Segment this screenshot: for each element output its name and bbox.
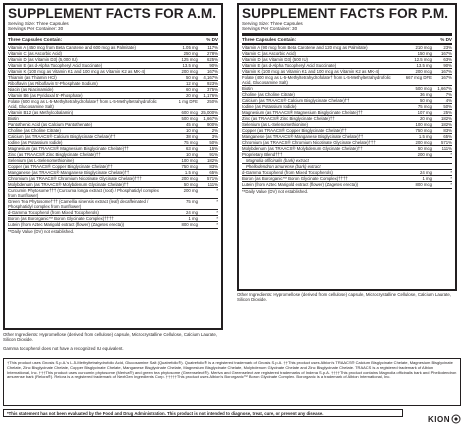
pm-ingredient-name: Magnolia officinalis (bark) extract [246, 158, 309, 164]
am-ingredient-amount: 20 mg [186, 93, 198, 99]
am-ingredient-amount: 12 mg [186, 81, 198, 87]
am-ingredient-name: Niacin (as Niacinamide) [8, 87, 54, 93]
pm-ingredient-row [242, 133, 452, 139]
am-ingredient-dv: 1,667% [203, 116, 218, 122]
am-ingredient-list [8, 44, 218, 227]
am-ingredient-name: Lutein (from Aztec Marigold extract (flower) (Zagetes erecta)) [8, 222, 125, 228]
pm-ingredient-name: Molybdenum (as TRAACS® Molybdenum Glycinate Chelate)†† [242, 146, 363, 152]
pm-ingredient-row [242, 151, 452, 157]
am-ingredient-row [8, 80, 218, 86]
am-ingredient-name: Magnesium (as TRAACS® Magnesium Bisglycinate Chelate)†† [8, 146, 129, 152]
am-ingredient-row [8, 163, 218, 169]
am-ingredient-dv: 167% [207, 69, 218, 75]
am-ingredient-row [8, 139, 218, 145]
am-ingredient-amount: 24 mg [186, 210, 198, 216]
am-ingredient-dv: 83% [209, 164, 218, 170]
am-ingredient-row [8, 133, 218, 139]
pm-header-dv: % DV [440, 36, 452, 42]
pm-ingredient-amount: 36 mg [420, 92, 432, 98]
pm-other-ingredients: Other Ingredients: Hypromellose (derived from cellulose) capsule, Microcrystalline Cellulose, Calcium Laurate, Silicon Dioxide. [237, 292, 452, 303]
pm-ingredient-name: Phellodendron amurense (bark) extract [246, 164, 321, 170]
am-ingredient-name: Copper (as TRAACS® Copper Bisglycinate Chelate)†† [8, 164, 113, 170]
am-ingredient-dv: 375% [207, 87, 218, 93]
fda-disclaimer: *This statement has not been evaluated by the Food and Drug Administration. This product is not intended to diagnose, treat, cure, or prevent any disease. [3, 409, 403, 417]
pm-ingredient-name: Vitamin A (90 mcg from Beta Carotene and 120 mcg as Palmitate) [242, 45, 368, 51]
am-ingredient-row [8, 127, 218, 133]
am-ingredient-dv: * [216, 216, 218, 222]
logo-mark-icon [451, 414, 461, 424]
am-ingredient-amount: 75 mg [186, 199, 198, 205]
am-ingredient-name: Thiamin (as Thiamin HCl) [8, 75, 57, 81]
pm-ingredient-dv: * [450, 176, 452, 182]
pm-ingredient-name: Vitamin D (as Vitamin D3) (500 IU) [242, 57, 308, 63]
am-ingredient-amount: 60 mg [186, 87, 198, 93]
am-title: SUPPLEMENT FACTS FOR A.M. [8, 6, 217, 21]
pm-ingredient-amount: 20 mg [420, 116, 432, 122]
am-ingredient-name: Curcumin Phytosome††† (Curcuma longa extract (root) / Phosphatidyl complex from Sunflower) [8, 188, 159, 199]
pm-ingredient-row [242, 145, 452, 151]
am-ingredient-dv: 182% [207, 158, 218, 164]
pm-ingredient-amount: 200 mcg [415, 69, 432, 75]
kion-logo [428, 414, 461, 424]
pm-table-header [242, 37, 452, 43]
am-ingredient-name: Pantothenic Acid (as Calcium Pantothenate) [8, 122, 93, 128]
pm-ingredient-dv: 25% [443, 110, 452, 116]
am-ingredient-row [8, 115, 218, 121]
am-ingredient-dv: 50% [209, 140, 218, 146]
am-servings-per-container: Servings Per Container: 30 [8, 26, 64, 32]
pm-ingredient-name: Calcium (as TRAACS® Calcium Bisglycinate Chelate)†† [242, 98, 350, 104]
am-ingredient-dv: 15% [209, 146, 218, 152]
pm-ingredient-dv: 23% [443, 45, 452, 51]
am-ingredient-amount: 600 mcg [181, 110, 198, 116]
pm-ingredient-row [242, 169, 452, 175]
pm-ingredient-dv: 4% [445, 98, 452, 104]
pm-ingredient-row [242, 50, 452, 56]
pm-ingredient-dv: 571% [441, 140, 452, 146]
am-ingredient-dv: 25,000% [201, 110, 218, 116]
am-ingredient-row [8, 121, 218, 127]
am-ingredient-name: Vitamin A (450 mcg from Beta Carotene and 600 mcg as Palmitate) [8, 45, 136, 51]
pm-ingredient-name: Proprietary Blend††† [242, 152, 283, 158]
am-ingredient-amount: 200 mcg [181, 69, 198, 75]
trademark-notice: †This product uses Gnosis S.p.A.'s L-5-Methyltetrahydrofolic Acid, Glucosamine Salt (Quatrefolic®). Quatrefolic® is a registered trademark of Gnosis S.p.A. ††This product uses Albion's TRAACS® Calcium Bisglycinate Chelate, Magnesium Bisglycinate Chelate, Zinc Bisglycinate Chelate, Copper Bisglycinate Chelate, Manganese Bisglycinate Chelate, Magnesium Bisglycinate Chelate, Molybdenum Glycinate Chelate and Zinc Bisglycinate Chelate. TRAACS is a registered trademark of Albion International, Inc. †††This product uses curcumin phytosome (Meriva®) and green tea phytosome (Greenselect®). Meriva and Greenselect are registered trademarks of Indena S.p.A. ††††This product contains Magnolia officinalis bark and Phellodendron amurense bark (Relora®). Relora is a registered trademark of NextGen Ingredients Corp. †††††This product uses Albion's Bororganic™ Boron Glycinate Complex. Bororganic is a trademark of Albion International, Inc. [3, 358, 461, 406]
am-ingredient-name: Chromium (as TRAACS® Chromium Nicotinate Glycinate Chelate)††† [8, 176, 142, 182]
pm-ingredient-row [242, 175, 452, 181]
am-supplement-facts-panel [3, 3, 223, 330]
am-ingredient-amount: 1 mg DFE [178, 99, 198, 105]
am-ingredient-row [8, 157, 218, 163]
pm-ingredient-name: Zinc (as TRAACS® Zinc Bisglycinate Chelate)†† [242, 116, 335, 122]
pm-ingredient-dv: 182% [441, 116, 452, 122]
pm-ingredient-amount: 500 mcg [415, 86, 432, 92]
am-ingredient-row [8, 169, 218, 175]
am-ingredient-row [8, 187, 218, 198]
am-ingredient-amount: 50 mg [186, 75, 198, 81]
am-ingredient-name: Zinc (as TRAACS® Zinc Bisglycinate Chelate)†† [8, 152, 101, 158]
pm-ingredient-name: d-Gamma Tocopherol (from Mixed Tocopherols) [242, 170, 333, 176]
am-ingredient-dv: * [216, 210, 218, 216]
am-ingredient-amount: 200 mg [183, 188, 198, 194]
am-ingredient-dv: 1,176% [203, 93, 218, 99]
am-ingredient-row [8, 74, 218, 80]
am-ingredient-row [8, 68, 218, 74]
am-ingredient-name: Boron (as Bororganic™ Boron Glycinate Complex)†††† [8, 216, 114, 222]
am-ingredient-dv: 4,167% [203, 75, 218, 81]
am-ingredient-amount: 200 mcg [181, 176, 198, 182]
pm-ingredient-row [242, 181, 452, 187]
pm-ingredient-dv: * [450, 182, 452, 188]
am-ingredient-dv: 90% [209, 63, 218, 69]
am-ingredient-name: Vitamin C (as Ascorbic Acid) [8, 51, 62, 57]
am-ingredient-dv: * [216, 199, 218, 205]
am-ingredient-dv: 900% [207, 122, 218, 128]
am-ingredient-dv: * [216, 222, 218, 228]
am-ingredient-name: Vitamin E (as d-Alpha Tocopheryl Acid Succinate) [8, 63, 103, 69]
am-ingredient-name: Iodine (as Potassium Iodide) [8, 140, 63, 146]
am-header-label: Three Capsules Contain: [8, 36, 63, 42]
pm-ingredient-row [242, 56, 452, 62]
pm-divider [242, 33, 452, 36]
pm-ingredient-amount: 24 mg [420, 170, 432, 176]
am-header-dv: % DV [206, 36, 218, 42]
am-ingredient-name: Vitamin B6 (as Pyridoxal 5'-Phosphate) [8, 93, 83, 99]
pm-ingredient-name: Boron (as Bororganic™ Boron Glycinate Complex)†††† [242, 176, 348, 182]
pm-ingredient-name: Lutein (from Aztec Marigold extract (flower) (Zagetes erecta)) [242, 182, 359, 188]
pm-ingredient-row [242, 62, 452, 68]
pm-serving-size: Serving Size: Three Capsules [242, 21, 303, 26]
pm-ingredient-amount: 100 mcg [415, 122, 432, 128]
pm-ingredient-row [242, 91, 452, 97]
am-ingredient-dv: 278% [207, 51, 218, 57]
logo-text: KION [428, 414, 450, 424]
am-ingredient-dv: * [216, 188, 218, 194]
pm-ingredient-dv: 167% [441, 69, 452, 75]
pm-ingredient-amount: 50 mg [420, 98, 432, 104]
pm-ingredient-amount: 13.5 mg [416, 63, 432, 69]
pm-ingredient-name: Copper (as TRAACS® Copper Bisglycinate Chelate)†† [242, 128, 347, 134]
am-ingredient-row [8, 44, 218, 50]
am-ingredient-amount: 10 mg [186, 128, 198, 134]
pm-servings-per-container: Servings Per Container: 30 [242, 26, 298, 32]
am-ingredient-name: Riboflavin (as Riboflavin 5'-Phosphate Sodium) [8, 81, 98, 87]
pm-ingredient-row [242, 85, 452, 91]
pm-ingredient-dv: 182% [441, 122, 452, 128]
am-ingredient-amount: 750 mcg [181, 164, 198, 170]
gamma-tocopherol-note: Gamma tocopherol does not have a recognized IU equivalent. [3, 346, 124, 351]
am-ingredient-dv: 3% [211, 134, 218, 140]
pm-ingredient-name: Chromium (as TRAACS® Chromium Nicotinate Glycinate Chelate)††† [242, 140, 376, 146]
am-ingredient-amount: 800 mcg [181, 222, 198, 228]
pm-ingredient-row [242, 115, 452, 121]
am-ingredient-amount: 38 mg [186, 134, 198, 140]
pm-ingredient-row [242, 97, 452, 103]
pm-ingredient-name: Vitamin C (as Ascorbic Acid) [242, 51, 296, 57]
am-ingredient-name: Molybdenum (as TRAACS® Molybdenum Glycinate Chelate)†† [8, 182, 129, 188]
am-ingredient-row [8, 215, 218, 221]
am-ingredient-amount: 10 mg [186, 152, 198, 158]
am-ingredient-row [8, 209, 218, 215]
am-ingredient-amount: 50 mcg [183, 182, 198, 188]
am-ingredient-name: Green Tea Phytosome††† (Camellia sinensis extract (leaf) decaffeinated / Phosphatidyl complex from Sunflower) [8, 199, 149, 210]
pm-ingredient-amount: 800 mcg [415, 182, 432, 188]
am-ingredient-name: Calcium (as TRAACS® Calcium Bisglycinate Chelate)†† [8, 134, 116, 140]
pm-ingredient-amount: 1.5 mg [418, 134, 432, 140]
pm-ingredient-name: Choline (as Choline Citrate) [242, 92, 295, 98]
pm-ingredient-dv: 1,667% [437, 86, 452, 92]
am-ingredient-name: d-Gamma Tocopherol (from Mixed Tocopherols) [8, 210, 99, 216]
pm-ingredient-dv: 167% [441, 75, 452, 81]
pm-ingredient-amount: 107 mg [417, 110, 432, 116]
am-ingredient-dv: 117% [207, 45, 218, 51]
pm-header-label: Three Capsules Contain: [242, 36, 297, 42]
am-ingredient-row [8, 181, 218, 187]
pm-footnote: **Daily Value (DV) not established. [242, 189, 309, 195]
am-ingredient-amount: 75 mcg [183, 140, 198, 146]
pm-ingredient-amount: 12.5 mcg [414, 57, 432, 63]
pm-ingredient-dv: 83% [443, 128, 452, 134]
am-ingredient-row [8, 56, 218, 62]
pm-ingredient-dv: 63% [443, 57, 452, 63]
am-ingredient-row [8, 221, 218, 227]
am-other-ingredients: Other Ingredients: Hypromellose (derived from cellulose) capsule, Microcrystalline Cellulose, Calcium Laurate, Silicon Dioxide. [3, 332, 218, 343]
pm-ingredient-dv: 7% [445, 92, 452, 98]
pm-ingredient-list [242, 44, 452, 187]
pm-ingredient-amount: 50 mcg [417, 146, 432, 152]
pm-ingredient-amount: 150 mg [417, 51, 432, 57]
pm-ingredient-dv: 50% [443, 104, 452, 110]
pm-ingredient-row [242, 103, 452, 109]
am-ingredient-name: Folate (600 mcg as L-5-Methyltetrahydrofolate† from L-5-Methyltetrahydrofolic Acid, Glucosamine Salt) [8, 99, 157, 110]
am-ingredient-row [8, 151, 218, 157]
pm-ingredient-row [242, 121, 452, 127]
pm-ingredient-name: Biotin [242, 86, 253, 92]
am-ingredient-amount: 13.5 mg [182, 63, 198, 69]
pm-ingredient-name: Magnesium (as TRAACS® Magnesium Bisglycinate Chelate)†† [242, 110, 363, 116]
pm-supplement-facts-panel [237, 3, 457, 291]
am-serving-size: Serving Size: Three Capsules [8, 21, 69, 26]
am-ingredient-dv: 625% [207, 57, 218, 63]
am-ingredient-amount: 63 mg [186, 146, 198, 152]
pm-ingredient-name: Folate (400 mcg as L-5-Methyltetrahydrofolate† from L-5-Methyltetrahydrofolic Acid, Glucosamine Salt) [242, 75, 391, 86]
am-ingredient-name: Vitamin D (as Vitamin D3) (5,000 IU) [8, 57, 78, 63]
pm-ingredient-dv: 111% [441, 146, 452, 152]
pm-ingredient-name: Selenium (as L-Selenomethionine) [242, 122, 308, 128]
am-ingredient-row [8, 92, 218, 98]
am-ingredient-row [8, 98, 218, 109]
pm-ingredient-amount: 200 mcg [415, 140, 432, 146]
pm-ingredient-row [242, 109, 452, 115]
am-ingredient-dv: 923% [207, 81, 218, 87]
pm-ingredient-row [242, 139, 452, 145]
am-ingredient-dv: 65% [209, 170, 218, 176]
am-ingredient-row [8, 145, 218, 151]
am-ingredient-name: Biotin [8, 116, 19, 122]
am-ingredient-dv: 111% [207, 182, 218, 188]
am-ingredient-dv: 571% [207, 176, 218, 182]
am-ingredient-amount: 45 mg [186, 122, 198, 128]
pm-ingredient-amount: 1 mg [422, 176, 432, 182]
am-table-header [8, 37, 218, 43]
am-ingredient-amount: 500 mcg [181, 116, 198, 122]
pm-ingredient-name: Manganese (as TRAACS® Manganese Bisglycinate Chelate)†† [242, 134, 364, 140]
am-ingredient-amount: 125 mcg [181, 57, 198, 63]
pm-ingredient-amount: 210 mcg [415, 45, 432, 51]
am-ingredient-row [8, 175, 218, 181]
am-footnote: **Daily Value (DV) not established. [8, 229, 75, 235]
pm-ingredient-amount: 667 mcg DFE [405, 75, 432, 81]
pm-ingredient-dv: * [450, 152, 452, 158]
pm-ingredient-row [242, 74, 452, 85]
pm-ingredient-name: Vitamin K (100 mcg as Vitamin K1 and 100 mcg as Vitamin K2 as MK-4) [242, 69, 380, 75]
am-ingredient-amount: 1.05 mg [182, 45, 198, 51]
am-ingredient-row [8, 62, 218, 68]
am-ingredient-name: Vitamin B12 (as Methylcobalamin) [8, 110, 74, 116]
pm-ingredient-amount: 750 mcg [415, 128, 432, 134]
am-ingredient-dv: 250% [207, 99, 218, 105]
am-ingredient-dv: 91% [209, 152, 218, 158]
am-ingredient-amount: 1.5 mg [184, 170, 198, 176]
am-ingredient-row [8, 50, 218, 56]
am-ingredient-dv: 2% [211, 128, 218, 134]
am-ingredient-row [8, 86, 218, 92]
am-ingredient-name: Manganese (as TRAACS® Manganese Bisglycinate Chelate)†† [8, 170, 130, 176]
am-ingredient-name: Selenium (as L-Selenomethionine) [8, 158, 74, 164]
pm-ingredient-dv: 65% [443, 134, 452, 140]
pm-ingredient-dv: 90% [443, 63, 452, 69]
am-ingredient-amount: 250 mg [183, 51, 198, 57]
am-divider [8, 33, 218, 36]
am-ingredient-row [8, 109, 218, 115]
am-ingredient-name: Vitamin K (100 mcg as Vitamin K1 and 100 mcg as Vitamin K2 as MK-4) [8, 69, 146, 75]
pm-ingredient-name: Vitamin E (as d-Alpha Tocopheryl Acid Succinate) [242, 63, 337, 69]
pm-ingredient-row [242, 127, 452, 133]
am-ingredient-amount: 1 mg [188, 216, 198, 222]
pm-ingredient-amount: 75 mcg [417, 104, 432, 110]
pm-ingredient-amount: 200 mg [417, 152, 432, 158]
am-ingredient-name: Choline (as Choline Citrate) [8, 128, 61, 134]
pm-ingredient-dv: 167% [441, 51, 452, 57]
am-ingredient-row [8, 198, 218, 209]
pm-ingredient-row [242, 68, 452, 74]
pm-title: SUPPLEMENT FACTS FOR P.M. [242, 6, 449, 21]
pm-ingredient-dv: * [450, 170, 452, 176]
pm-ingredient-row [242, 44, 452, 50]
am-ingredient-amount: 100 mcg [181, 158, 198, 164]
pm-ingredient-name: Iodine (as Potassium Iodide) [242, 104, 297, 110]
